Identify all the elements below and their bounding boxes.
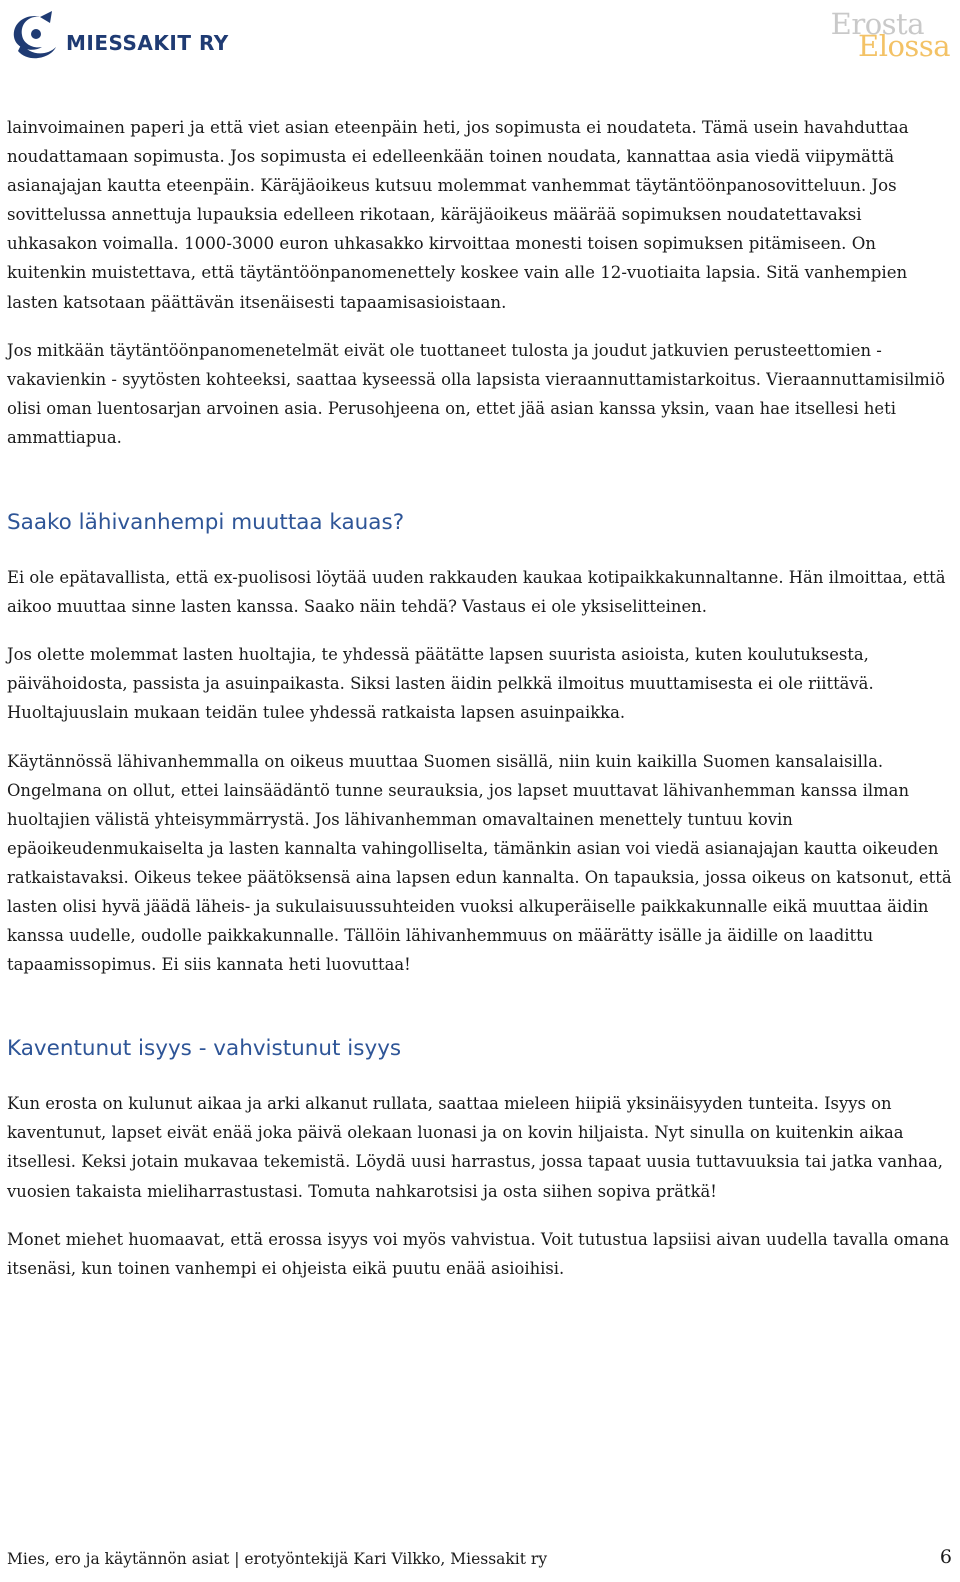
logo-text: MIESSAKIT RY (66, 31, 229, 55)
paragraph: Käytännössä lähivanhemmalla on oikeus muuttaa Suomen sisällä, niin kuin kaikilla Suomen kansalaisilla. Ongelmana on ollut, ettei lainsäädäntö tunne seurauksia, jos lapset muuttavat lähivanhemman kanssa ilman huoltajien välistä yhteisymmärrystä. Jos lähivanhemman omavaltainen menettely tuntuu kovin epäoikeudenmukaiselta ja lasten kannalta vahingolliselta, tämänkin asian voi viedä asianajajan kautta oikeuden ratkaistavaksi. Oikeus tekee päätöksensä aina lapsen edun kannalta. On tapauksia, jossa oikeus on katsonut, että lasten olisi hyvä jäädä läheis- ja sukulaisuussuhteiden vuoksi alkuperäiselle paikkakunnalle eikä muuttaa äidin kanssa uudelle, oudolle paikkakunnalle. Tällöin lähivanhemmuus on määrätty isälle ja äidille on laadittu tapaamissopimus. Ei siis kannata heti luovuttaa! (7, 751, 952, 975)
section-heading: Kaventunut isyys - vahvistunut isyys (7, 1036, 402, 1062)
miessakit-logo (6, 6, 229, 66)
footer-text: Mies, ero ja käytännön asiat | erotyöntekijä Kari Vilkko, Miessakit ry (7, 1550, 548, 1568)
miessakit-swirl-icon (6, 7, 64, 65)
page-header (0, 0, 960, 80)
section-heading: Saako lähivanhempi muuttaa kauas? (7, 510, 405, 536)
document-body (7, 113, 952, 1283)
paragraph: lainvoimainen paperi ja että viet asian eteenpäin heti, jos sopimusta ei noudateta. Tämä usein havahduttaa noudattamaan sopimusta. Jos sopimusta ei edelleenkään toinen noudata, kannattaa asia viedä viipymättä asianajajan kautta eteenpäin. Käräjäoikeus kutsuu molemmat vanhemmat täytäntöönpanosovitteluun. Jos sovittelussa annettuja lupauksia edelleen rikotaan, käräjäoikeus määrää sopimuksen noudatettavaksi uhkasakon voimalla. 1000-3000 euron uhkasakko kirvoittaa monesti toisen sopimuksen pitämiseen. On kuitenkin muistettava, että täytäntöönpanomenettely koskee vain alle 12-vuotiaita lapsia. Sitä vanhempien lasten katsotaan päättävän itsenäisesti tapaamisasioistaan. (7, 118, 909, 312)
paragraph: Kun erosta on kulunut aikaa ja arki alkanut rullata, saattaa mieleen hiipiä yksinäisyyden tunteita. Isyys on kaventunut, lapset eivät enää joka päivä olekaan luonasi ja on kovin hiljaista. Nyt sinulla on kuitenkin aikaa itsellesi. Keksi jotain mukavaa tekemistä. Löydä uusi harrastus, jossa tapaat uusia tuttavuuksia tai jatka vanhaa, vuosien takaista mieliharrastustasi. Tomuta nahkarotsisi ja osta siihen sopiva prätkä! (7, 1094, 943, 1201)
paragraph: Jos mitkään täytäntöönpanomenetelmät eivät ole tuottaneet tulosta ja joudut jatkuvien perusteettomien - vakavienkin - syytösten kohteeksi, saattaa kyseessä olla lapsista vieraannuttamistarkoitus. Vieraannuttamisilmiö olisi oman luentosarjan arvoinen asia. Perusohjeena on, ettet jää asian kanssa yksin, vaan hae itsellesi heti ammattiapua. (7, 340, 945, 447)
erosta-elossa-logo (830, 7, 950, 63)
page-footer (7, 1548, 952, 1572)
paragraph: Monet miehet huomaavat, että erossa isyys voi myös vahvistua. Voit tutustua lapsiisi aivan uudella tavalla omana itsenäsi, kun toinen vanhempi ei ohjeista eikä puutu enää asioihisi. (7, 1229, 950, 1278)
logo-line-erosta: Erosta (830, 7, 924, 41)
paragraph: Jos olette molemmat lasten huoltajia, te yhdessä päätätte lapsen suurista asioista, kuten koulutuksesta, päivähoidosta, passista ja asuinpaikasta. Siksi lasten äidin pelkkä ilmoitus muuttamisesta ei ole riittävä. Huoltajuuslain mukaan teidän tulee yhdessä ratkaista lapsen asuinpaikka. (7, 645, 874, 723)
page-number: 6 (939, 1546, 952, 1568)
paragraph: Ei ole epätavallista, että ex-puolisosi löytää uuden rakkauden kaukaa kotipaikkakunnaltanne. Hän ilmoittaa, että aikoo muuttaa sinne lasten kanssa. Saako näin tehdä? Vastaus ei ole yksiselitteinen. (7, 568, 946, 617)
logo-line-elossa: Elossa (858, 29, 950, 63)
